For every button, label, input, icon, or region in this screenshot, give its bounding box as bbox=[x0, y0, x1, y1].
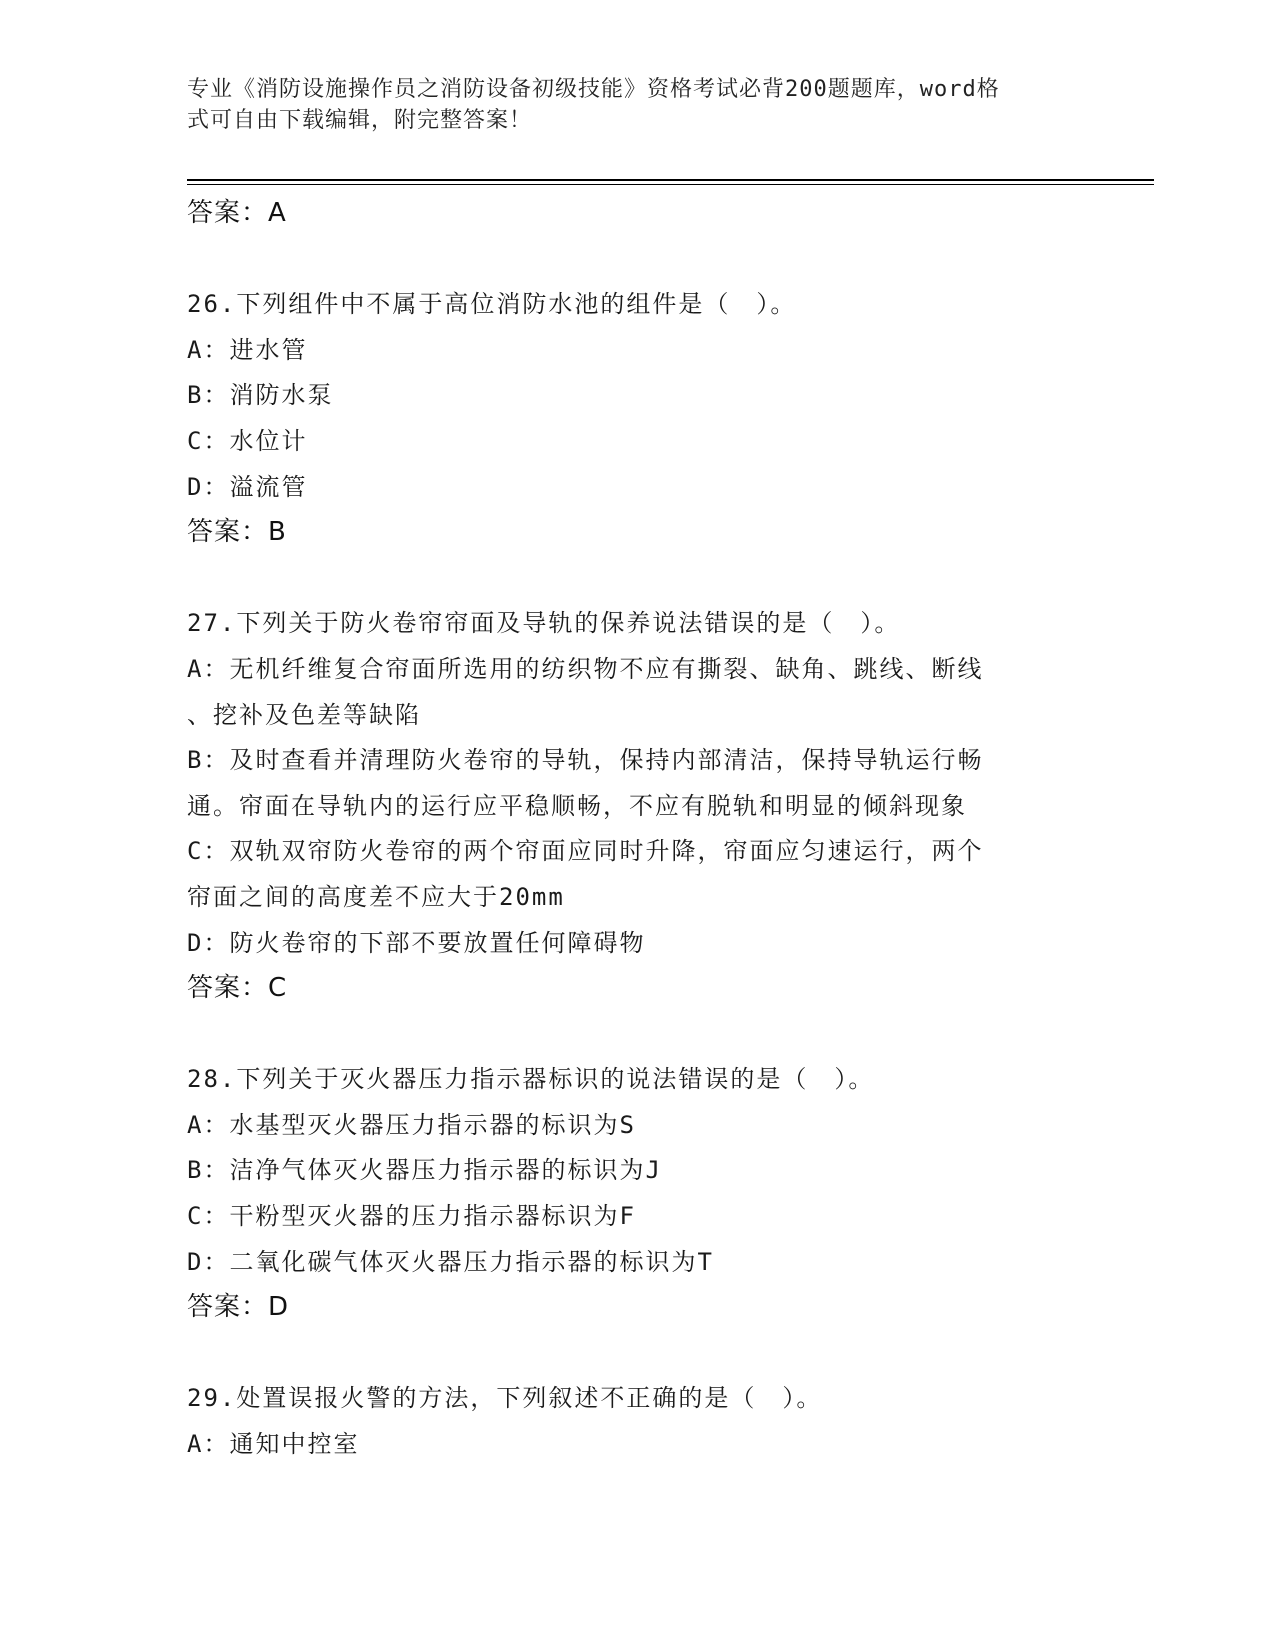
option-a: A：通知中控室 bbox=[187, 1430, 360, 1459]
header-divider-thick bbox=[187, 179, 1154, 181]
option-c-line-2: 帘面之间的高度差不应大于20mm bbox=[187, 882, 565, 911]
option-a: A：水基型灭火器压力指示器的标识为S bbox=[187, 1110, 636, 1139]
header-line-2: 式可自由下载编辑，附完整答案！ bbox=[187, 108, 533, 133]
option-c: C：干粉型灭火器的压力指示器标识为F bbox=[187, 1202, 636, 1231]
spacer bbox=[187, 237, 1087, 283]
option-b: B：消防水泵 bbox=[187, 381, 334, 410]
header-line-1: 专业《消防设施操作员之消防设备初级技能》资格考试必背200题题库，word格 bbox=[187, 77, 1000, 102]
option-c: C：水位计 bbox=[187, 426, 308, 455]
answer-q26: 答案：B bbox=[187, 517, 287, 548]
option-c-line-1: C：双轨双帘防火卷帘的两个帘面应同时升降，帘面应匀速运行，两个 bbox=[187, 837, 984, 866]
answer-q25: 答案：A bbox=[187, 198, 287, 228]
option-b-line-1: B：及时查看并清理防火卷帘的导轨，保持内部清洁，保持导轨运行畅 bbox=[187, 746, 984, 775]
question-27 bbox=[187, 601, 1087, 1011]
option-a-line-2: 、挖补及色差等缺陷 bbox=[187, 700, 421, 729]
header-divider-thin bbox=[187, 184, 1154, 185]
option-a-line-1: A：无机纤维复合帘面所选用的纺织物不应有撕裂、缺角、跳线、断线 bbox=[187, 654, 984, 683]
question-26 bbox=[187, 282, 1087, 556]
option-d: D：防火卷帘的下部不要放置任何障碍物 bbox=[187, 928, 646, 957]
question-list bbox=[187, 191, 1087, 1468]
document-header bbox=[187, 74, 1067, 136]
option-d: D：溢流管 bbox=[187, 472, 308, 501]
answer-q27: 答案：C bbox=[187, 973, 288, 1004]
spacer bbox=[187, 1012, 1087, 1058]
spacer bbox=[187, 1331, 1087, 1377]
question-28 bbox=[187, 1057, 1087, 1331]
question-stem: 29.处置误报火警的方法，下列叙述不正确的是（ ）。 bbox=[187, 1384, 823, 1413]
option-d: D：二氧化碳气体灭火器压力指示器的标识为T bbox=[187, 1247, 714, 1276]
question-stem: 26.下列组件中不属于高位消防水池的组件是（ ）。 bbox=[187, 290, 797, 319]
option-b: B：洁净气体灭火器压力指示器的标识为J bbox=[187, 1156, 662, 1185]
option-b-line-2: 通。帘面在导轨内的运行应平稳顺畅，不应有脱轨和明显的倾斜现象 bbox=[187, 791, 967, 820]
question-stem: 27.下列关于防火卷帘帘面及导轨的保养说法错误的是（ ）。 bbox=[187, 609, 901, 638]
spacer bbox=[187, 556, 1087, 602]
option-a: A：进水管 bbox=[187, 335, 308, 364]
question-stem: 28.下列关于灭火器压力指示器标识的说法错误的是（ ）。 bbox=[187, 1065, 875, 1094]
question-29 bbox=[187, 1376, 1087, 1467]
answer-q28: 答案：D bbox=[187, 1292, 290, 1323]
